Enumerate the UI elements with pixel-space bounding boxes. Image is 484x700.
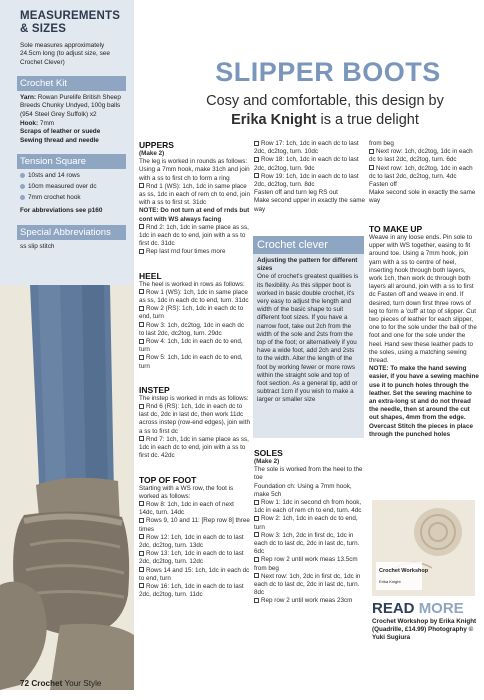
heel-heading: HEEL xyxy=(139,270,162,281)
book-title: Crochet Workshop xyxy=(379,568,429,574)
section-name: Your Style xyxy=(64,679,102,688)
checkbox-icon xyxy=(139,436,144,441)
clever-subheading: Adjusting the pattern for different sizes xyxy=(257,257,358,273)
heel-line: The heel is worked in rows as follows: xyxy=(139,280,245,288)
checkbox-icon xyxy=(139,567,144,572)
read-more xyxy=(372,500,480,642)
make-up-section xyxy=(369,224,479,439)
soles-line: Row 1: 1dc in second ch from hook, 1dc in each of rem ch to end, turn. 4dc xyxy=(254,499,362,515)
special-title: Special Abbreviations xyxy=(17,225,126,240)
heel-line: Row 3: 1ch, dc2tog, 1dc in each dc to last 2dc, dc2tog, turn. 29dc xyxy=(139,321,245,337)
soles-make: (Make 2) xyxy=(254,458,280,465)
heel-line: Row 2 (RS): 1ch, 1dc in each dc to end, turn xyxy=(139,305,244,321)
clever-text: One of crochet's greatest qualities is its flexibility. As this slipper boot is worked in basic double crochet, it's very easy to adjust the length and width of the basic shape to suit different foot sizes. If you have a narrow foot, take out 2ch from the width of the sole and 2sts from the top of the foot; or alternatively if you have a wide foot, add 2ch and 2sts to the width. Alter the length of the foot by working fewer or more rows within the straight sole and top of foot section. As a general tip, add or subtract 1cm if you wish to make a larger or smaller size xyxy=(257,273,359,404)
checkbox-icon xyxy=(139,339,144,344)
soles-line: Make second sole in exactly the same way xyxy=(369,189,476,205)
checkbox-icon xyxy=(254,500,259,505)
checkbox-icon xyxy=(139,534,144,539)
checkbox-icon xyxy=(139,355,144,360)
tension-item: 10sts and 14 rows xyxy=(20,171,126,180)
uppers-line: Rnd 2: 1ch, 1dc in same place as ss, 1dc in each dc to end, join with a ss to first dc. 31dc xyxy=(139,223,249,248)
top-line: Row 13: 1ch, 1dc in each dc to last 2dc, dc2tog, turn. 12dc xyxy=(139,550,244,566)
checkbox-icon xyxy=(139,289,144,294)
top-heading: TOP OF FOOT xyxy=(139,474,197,485)
tension-item: 10cm measured over dc xyxy=(20,182,126,191)
page-footer xyxy=(20,679,102,688)
instep-line: The instep is worked in rnds as follows: xyxy=(139,394,249,402)
top-line: Rows 9, 10 and 11: [Rep row 8] three times xyxy=(139,517,250,533)
bullet-icon xyxy=(20,195,25,200)
book-cover xyxy=(372,500,475,596)
kit-hook: Hook: 7mm xyxy=(20,119,55,127)
soles-line: Next row: 1ch, 2dc in first dc, 1dc in each dc to last dc, 2dc in last dc, turn. 8dc xyxy=(254,572,361,597)
soles-section xyxy=(254,448,365,606)
soles-line: Next row: 1ch, dc2tog, 1dc in each dc to last 2dc, dc2tog, turn. 6dc xyxy=(369,148,473,164)
top-line: Row 8: 1ch, 1dc in each of next 14dc, turn. 14dc xyxy=(139,500,234,517)
checkbox-icon xyxy=(254,141,259,146)
checkbox-icon xyxy=(254,157,259,162)
column-1 xyxy=(139,140,250,599)
top-line: Starting with a WS row, the foot is worked as follows: xyxy=(139,484,234,500)
checkbox-icon xyxy=(139,583,144,588)
make-up-text: Weave in any loose ends. Pin sole to upper with WS together, easing to fit around toe. Using a 7mm hook, join yarn with a ss to centre of heel, inserting hook through both layers, work 1ch, then work dc through both layers all around, join with a ss to first dc Fasten off and weave in end. If desired, turn down first three rows of leg to form a 'cuff' at top of slipper. Cut two pieces of leather for each slipper, one to for the sole under the ball of the foot and one for the sole under the heel. Hand sew these leather pads to the soles, using a matching sewing thread. xyxy=(369,234,477,365)
kit-yarn: Yarn: Rowan Purelife British Sheep Breeds Chunky Undyed, 100g balls (954 Steel Grey Suffolk) x2 xyxy=(20,93,121,119)
checkbox-icon xyxy=(254,557,259,562)
checkbox-icon xyxy=(139,518,144,523)
special-text: ss slip stitch xyxy=(20,243,55,251)
kit-title: Crochet Kit xyxy=(17,76,126,91)
top-line: Row 12: 1ch, 1dc in each dc to last 2dc, dc2tog, turn. 13dc xyxy=(139,533,244,549)
instep-line: Rnd 6 (RS): 1ch, 1dc in each dc to last dc, 2dc in last dc, then work 11dc across instep (row-end edges), join with a ss to first dc xyxy=(139,403,250,435)
uppers-make: (Make 2) xyxy=(139,150,165,157)
checkbox-icon xyxy=(139,551,144,556)
make-up-heading: TO MAKE UP xyxy=(369,224,423,234)
heel-line: Row 4: 1ch, 1dc in each dc to end, turn xyxy=(139,338,243,354)
read-more-text: Crochet Workshop by Erika Knight (Quadrille, £14.99) Photography © Yuki Sugiura xyxy=(372,618,477,641)
page-title: SLIPPER BOOTS xyxy=(215,57,441,87)
page-subtitle: Cosy and comfortable, this design by Erika Knight is a true delight xyxy=(206,93,444,128)
uppers-line: Rep last rnd four times more xyxy=(139,248,250,256)
uppers-note: NOTE: Do not turn at end of rnds but cont with WS always facing xyxy=(139,207,250,223)
checkbox-icon xyxy=(139,183,144,188)
page-number: 72 xyxy=(20,679,30,688)
tension-item: 7mm crochet hook xyxy=(20,193,126,202)
magazine-name: Crochet xyxy=(31,679,63,688)
soles-line: Foundation ch: Using a 7mm hook, make 5ch xyxy=(254,482,352,498)
uppers-line: Rnd 1 (WS): 1ch, 1dc in same place as ss, 1dc in each of rem ch to end, join with a ss to first st. 31dc xyxy=(139,182,250,207)
make-up-note: NOTE: To make the hand sewing easier, if you have a sewing machine use it to punch holes through the leather. Set the sewing machine to an extra-long st and do not thread the needle, then st around the cut out shapes, 4mm from the edge. Overcast Stitch the pieces in place through the punched holes xyxy=(369,365,479,438)
heel-line: Row 1 (WS): 1ch, 1dc in same place as ss, 1dc in each dc to end, turn. 31dc xyxy=(139,288,249,305)
bullet-icon xyxy=(20,173,25,178)
bullet-icon xyxy=(20,184,25,189)
top-line: Row 19: 1ch, 1dc in each dc to last 2dc, dc2tog, turn. 8dc xyxy=(254,172,359,189)
top-line: Fasten off and turn leg RS out xyxy=(254,189,338,197)
checkbox-icon xyxy=(369,149,374,154)
soles-line: Fasten off xyxy=(369,181,397,189)
top-line: Rows 14 and 15: 1ch, 1dc in each dc to end, turn xyxy=(139,566,250,582)
checkbox-icon xyxy=(139,306,144,311)
instep-heading: INSTEP xyxy=(139,384,170,395)
abbrev-note: For abbreviations see p160 xyxy=(20,207,103,215)
uppers-line: Using a 7mm hook, make 31ch and join with a ss to first ch to form a ring xyxy=(139,166,250,182)
slipper-photo xyxy=(0,285,134,690)
soles-line: Rep row 2 until work meas 23cm xyxy=(254,597,365,605)
soles-heading: SOLES xyxy=(254,448,283,458)
column-3 xyxy=(369,140,480,206)
column-2 xyxy=(254,140,365,214)
soles-line: Rep row 2 until work meas 13.5cm from beg xyxy=(254,556,358,572)
read-more-heading: READ MORE xyxy=(372,600,464,617)
checkbox-icon xyxy=(254,598,259,603)
instep-line: Rnd 7: 1ch, 1dc in same place as ss, 1dc in each dc to end, join with a ss to first dc. 42dc xyxy=(139,435,249,460)
top-line: Row 16: 1ch, 1dc in each dc to last 2dc, dc2tog, turn. 11dc xyxy=(139,582,244,599)
checkbox-icon xyxy=(254,532,259,537)
tension-title: Tension Square xyxy=(17,154,126,169)
checkbox-icon xyxy=(254,516,259,521)
checkbox-icon xyxy=(139,224,144,229)
soles-line: The sole is worked from the heel to the toe xyxy=(254,466,363,482)
crochet-clever-box xyxy=(253,236,364,438)
checkbox-icon xyxy=(139,249,144,254)
kit-thread: Sewing thread and needle xyxy=(20,136,99,144)
checkbox-icon xyxy=(139,501,144,506)
checkbox-icon xyxy=(254,173,259,178)
soles-line: from beg xyxy=(369,140,394,147)
checkbox-icon xyxy=(254,573,259,578)
checkbox-icon xyxy=(139,322,144,327)
uppers-heading: UPPERS xyxy=(139,140,174,150)
soles-line: Row 2: 1ch, 1dc in each dc to end, turn xyxy=(254,515,358,531)
soles-line: Next row: 1ch, dc2tog, 1dc in each dc to last 2dc, dc2tog, turn. 4dc xyxy=(369,164,473,180)
checkbox-icon xyxy=(369,165,374,170)
kit-scraps: Scraps of leather or suede xyxy=(20,128,101,136)
book-author: Erika Knight xyxy=(379,579,401,584)
measurements-text: Sole measures approximately 24.5cm long (to adjust size, see Crochet Clever) xyxy=(20,42,110,66)
checkbox-icon xyxy=(139,404,144,409)
top-line: Row 17: 1ch, 1dc in each dc to last 2dc, dc2tog, turn. 10dc xyxy=(254,140,359,156)
soles-line: Row 3: 1ch, 2dc in first dc, 1dc in each dc to last dc, 2dc in last dc, turn. 6dc xyxy=(254,531,360,556)
top-line: Row 18: 1ch, 1dc in each dc to last 2dc, dc2tog, turn. 9dc xyxy=(254,156,359,172)
top-line: Make second upper in exactly the same way xyxy=(254,197,365,213)
heel-line: Row 5: 1ch, 1dc in each dc to end, turn xyxy=(139,354,243,370)
slipper-illustration xyxy=(0,285,134,690)
uppers-line: The leg is worked in rounds as follows: xyxy=(139,158,248,166)
clever-heading: Crochet clever xyxy=(253,236,364,254)
measurements-title: MEASUREMENTS & SIZES xyxy=(20,10,121,35)
